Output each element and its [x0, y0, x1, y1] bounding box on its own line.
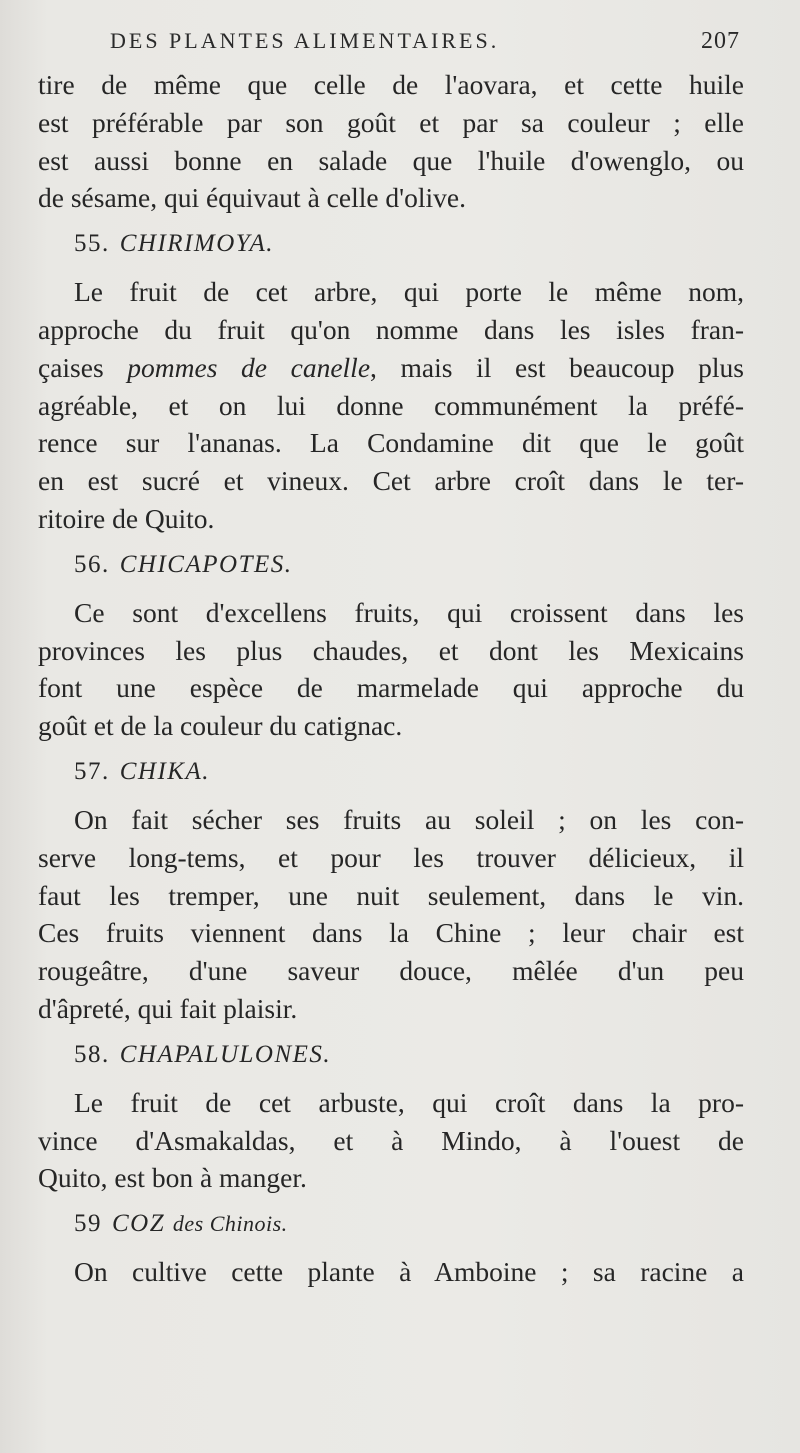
italic-term: pommes de canelle: [127, 351, 371, 383]
text-line: font une espèce de marmelade qui approche du: [38, 672, 744, 704]
text-line: Ce sont d'excellens fruits, qui croissent dans les: [74, 596, 744, 628]
text-line: approche du fruit qu'on nomme dans les isles fran-: [38, 313, 744, 345]
text-line: ritoire de Quito.: [38, 502, 215, 534]
text-line: est aussi bonne en salade que l'huile d'owenglo, ou: [38, 144, 744, 176]
entry-number: 57.: [74, 757, 110, 785]
text-line: On cultive cette plante à Amboine ; sa racine a: [74, 1256, 744, 1288]
text-line: faut les tremper, une nuit seulement, dans le vin.: [38, 879, 744, 911]
entry-name: CHIRIMOYA.: [119, 230, 274, 258]
entry-name-suffix: des Chinois.: [172, 1211, 288, 1237]
text-line: Le fruit de cet arbuste, qui croît dans la pro-: [74, 1086, 744, 1118]
entry-name: CHICAPOTES.: [119, 550, 293, 578]
entry-name: COZ: [112, 1210, 166, 1238]
text-line: de sésame, qui équivaut à celle d'olive.: [38, 182, 466, 214]
text-line: en est sucré et vineux. Cet arbre croît dans le ter-: [38, 465, 744, 497]
text-fragment: , mais il est beaucoup plus: [370, 351, 744, 383]
text-line: agréable, et on lui donne communément la préfé-: [38, 389, 744, 421]
text-line: provinces les plus chaudes, et dont les Mexicains: [38, 634, 744, 666]
entry-number: 58.: [74, 1040, 110, 1068]
text-line: goût et de la couleur du catignac.: [38, 710, 403, 742]
text-line: On fait sécher ses fruits au soleil ; on les con-: [74, 803, 744, 835]
entry-paragraph-chapalulones: [38, 1084, 744, 1197]
text-line: d'âpreté, qui fait plaisir.: [38, 992, 298, 1024]
text-line: Quito, est bon à manger.: [38, 1162, 307, 1194]
entry-heading-chapalulones: [74, 1038, 744, 1072]
entry-name: CHAPALULONES.: [119, 1040, 332, 1068]
running-head: [110, 28, 740, 68]
entry-name: CHIKA.: [119, 757, 210, 785]
text-line: rence sur l'ananas. La Condamine dit que le goût: [38, 427, 744, 459]
entry-paragraph-chicapotes: [38, 594, 744, 745]
entry-paragraph-chirimoya: [38, 273, 744, 538]
text-line: Ces fruits viennent dans la Chine ; leur chair est: [38, 917, 744, 949]
continuation-paragraph: [38, 66, 744, 217]
text-line-with-italic: [38, 349, 744, 387]
body-text: [38, 66, 744, 1291]
entry-paragraph-chika: [38, 801, 744, 1028]
page-number: 207: [701, 28, 740, 54]
text-line: Le fruit de cet arbre, qui porte le même nom,: [74, 276, 744, 308]
text-line: serve long-tems, et pour les trouver délicieux, il: [38, 841, 744, 873]
entry-number: 59: [74, 1210, 102, 1238]
entry-number: 55.: [74, 230, 110, 258]
text-line: est préférable par son goût et par sa couleur ; elle: [38, 106, 744, 138]
entry-number: 56.: [74, 550, 110, 578]
entry-heading-chika: [74, 755, 744, 789]
entry-heading-coz: [74, 1207, 744, 1241]
text-line: rougeâtre, d'une saveur douce, mêlée d'un peu: [38, 955, 744, 987]
entry-heading-chirimoya: [74, 227, 744, 261]
entry-heading-chicapotes: [74, 548, 744, 582]
entry-paragraph-coz: [38, 1253, 744, 1291]
running-title: DES PLANTES ALIMENTAIRES.: [110, 28, 500, 53]
text-fragment: çaises: [38, 351, 128, 383]
text-line: vince d'Asmakaldas, et à Mindo, à l'ouest de: [38, 1124, 744, 1156]
text-line: tire de même que celle de l'aovara, et cette huile: [38, 69, 744, 100]
